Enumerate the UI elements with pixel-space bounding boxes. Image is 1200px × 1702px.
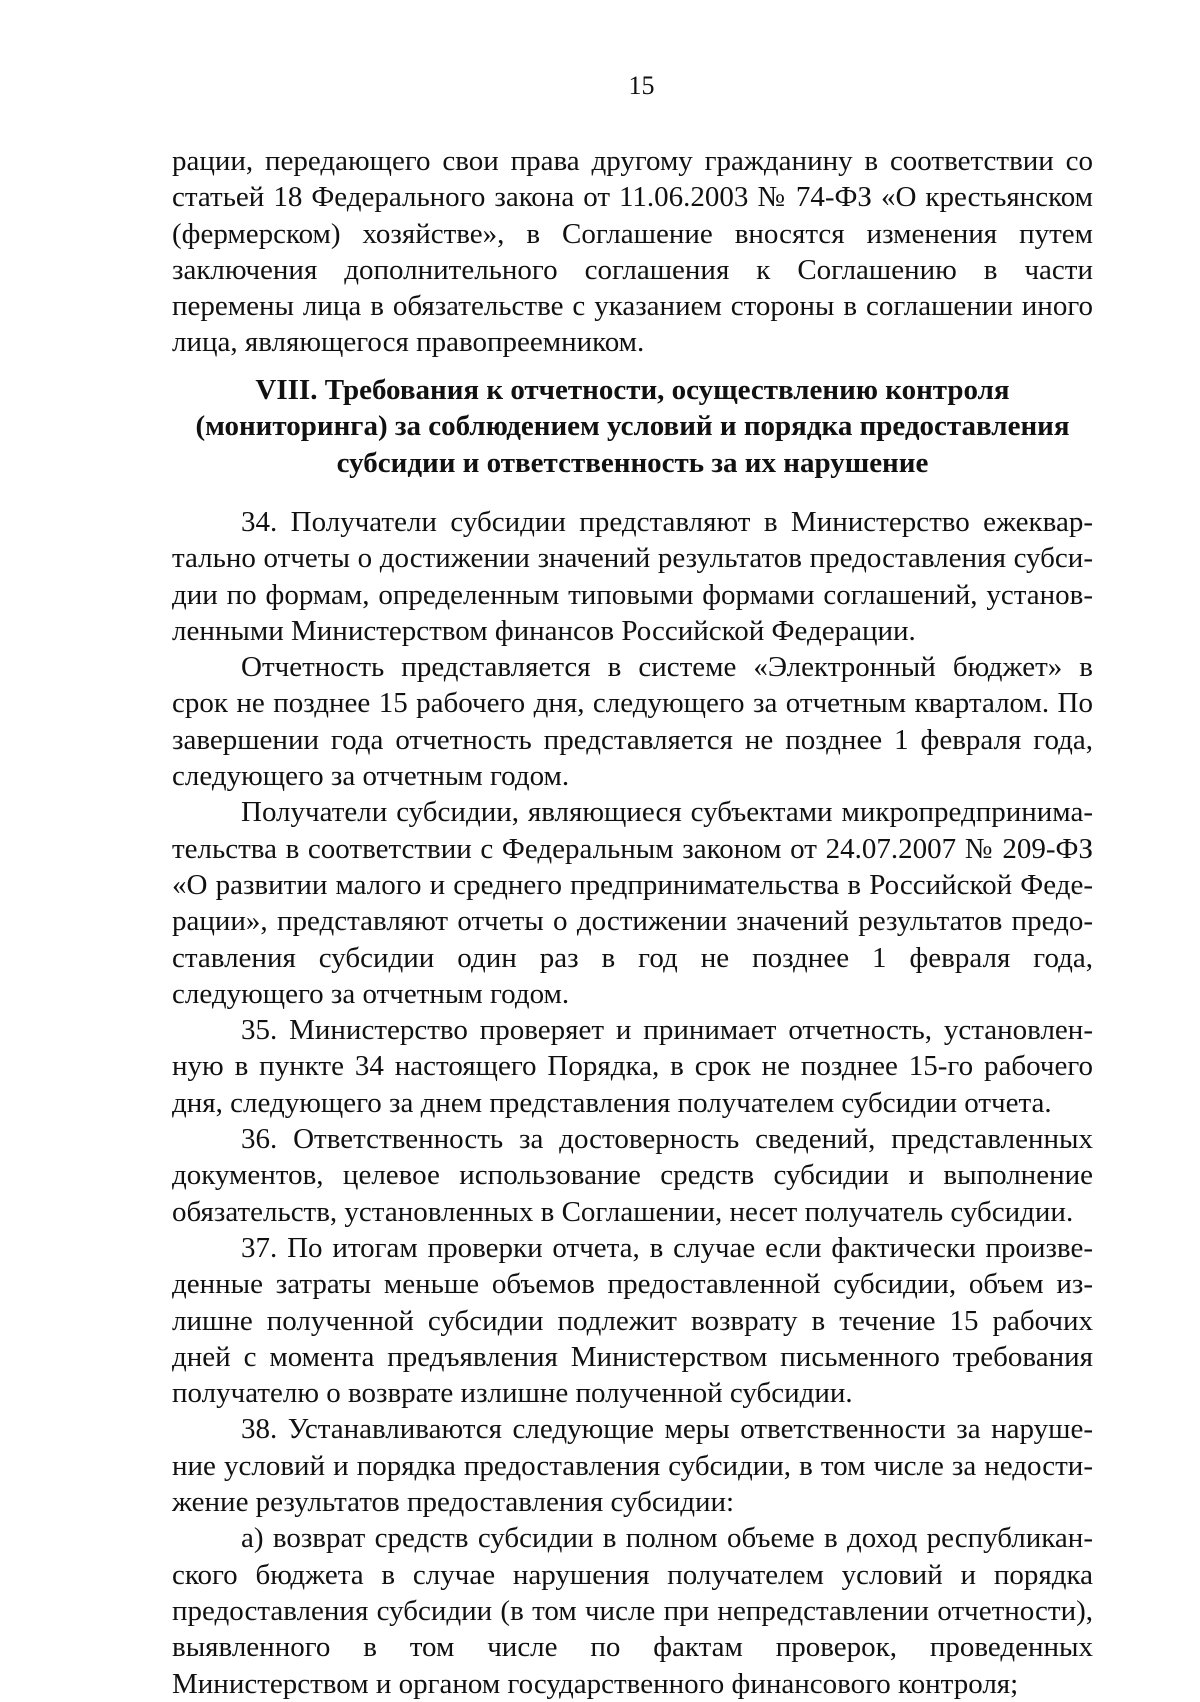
paragraph-38-a: а) возврат средств субсидии в полном объеме в доход республиканского бюджета в случае нарушения получателем условий и порядка предоставления субсидии (в том числе при непредставлении отчетности), выявленного в том числе по фактам проверок, проведенных Министерством и органом государственного финансового контроля; [172, 1522, 1093, 1700]
paragraph-micro-enterprise-reporting: Получатели субсидии, являющиеся субъектами микропредпринимательства в соответствии с Федеральным законом от 24.07.2007 № 209-ФЗ «О развитии малого и среднего предпринимательства в Российской Федерации», представляют отчеты о достижении значений результатов предоставления субсидии один раз в год не позднее 1 февраля года, следующего за отчетным годом. [172, 796, 1093, 1010]
paragraph-34: 34. Получатели субсидии представляют в Министерство ежеквартально отчеты о достижении значений результатов предоставления субсидии по формам, определенным типовыми формами соглашений, установленными Министерством финансов Российской Федерации. [172, 506, 1093, 647]
document-page [172, 0, 1093, 1698]
paragraph-35: 35. Министерство проверяет и принимает отчетность, установленную в пункте 34 настоящего Порядка, в срок не позднее 15-го рабочего дня, следующего за днем представления получателем субсидии отчета. [172, 1014, 1093, 1119]
intro-paragraph: рации, передающего свои права другому гражданину в соответствии со статьей 18 Федерального закона от 11.06.2003 № 74-ФЗ «О крестьянском (фермерском) хозяйстве», в Соглашение вносятся изменения путем заключения дополнительного соглашения к Соглашению в части перемены лица в обязательстве с указанием стороны в соглашении иного лица, являющегося правопреемником. [172, 145, 1093, 359]
section-heading-line: VIII. Требования к отчетности, осуществлению контроля [255, 374, 1010, 406]
page-number: 15 [628, 71, 655, 100]
paragraph-38: 38. Устанавливаются следующие меры ответственности за нарушение условий и порядка предоставления субсидии, в том числе за недостижение результатов предоставления субсидии: [172, 1413, 1093, 1519]
paragraph-36: 36. Ответственность за достоверность сведений, представленных документов, целевое использование средств субсидии и выполнение обязательств, установленных в Соглашении, несет получатель субсидии. [172, 1123, 1093, 1228]
section-heading [172, 372, 1093, 481]
section-heading-line: субсидии и ответственность за их нарушение [336, 446, 929, 479]
intro-text-block [172, 143, 1093, 361]
paragraph-37: 37. По итогам проверки отчета, в случае если фактически произведенные затраты меньше объемов предоставленной субсидии, объем излишне полученной субсидии подлежит возврату в течение 15 рабочих дней с момента предъявления Министерством письменного требования получателю о возврате излишне полученной субсидии. [172, 1231, 1093, 1410]
paragraph-reporting-deadline: Отчетность представляется в системе «Электронный бюджет» в срок не позднее 15 рабочего дня, следующего за отчетным кварталом. По завершении года отчетность представляется не позднее 1 февраля года, следующего за отчетным годом. [172, 651, 1093, 793]
section-heading-line: (мониторинга) за соблюдением условий и порядка предоставления [195, 410, 1070, 443]
section-body [172, 504, 1093, 1702]
